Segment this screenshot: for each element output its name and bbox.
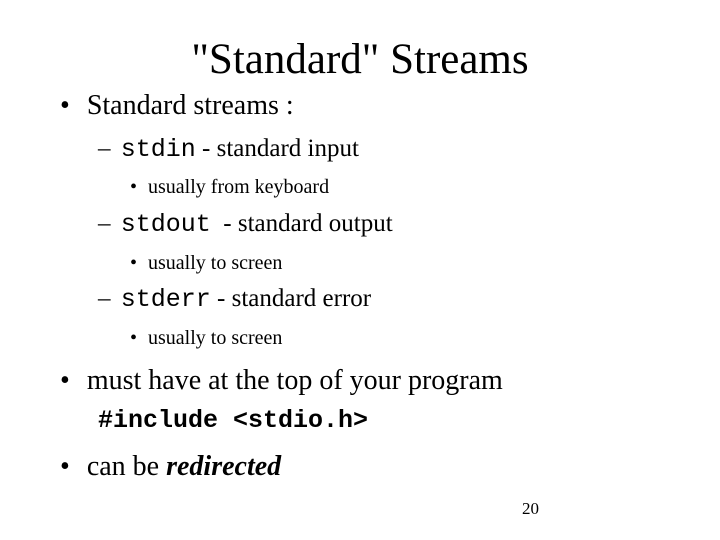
bullet-text: Standard streams : [86, 90, 294, 121]
slide-title: "Standard" Streams [191, 36, 529, 83]
detail-item [130, 328, 282, 348]
sub-item-stderr [98, 286, 371, 312]
bullet-glyph: • [60, 90, 70, 121]
bullet-glyph: • [130, 327, 138, 349]
page-number: 20 [522, 499, 539, 518]
bullet-text: can be [86, 451, 167, 482]
detail-item [130, 253, 282, 273]
code-stdin: stdin [120, 135, 196, 164]
sub-item-stdin [98, 136, 359, 162]
bullet-item [60, 92, 294, 120]
bullet-glyph: • [130, 176, 138, 198]
bullet-glyph: • [60, 451, 70, 482]
dash-glyph: – [98, 135, 111, 162]
sub-item-text: - standard input [195, 135, 359, 162]
sub-item-text: - standard output [210, 210, 393, 237]
bullet-text: must have at the top of your program [86, 365, 503, 396]
bullet-item [60, 367, 503, 395]
code-include: #include <stdio.h> [98, 406, 369, 435]
sub-item-text: - standard error [210, 285, 372, 312]
detail-text: usually from keyboard [148, 176, 330, 198]
emphasis-text: redirected [166, 451, 282, 482]
code-stderr: stderr [120, 285, 211, 314]
bullet-glyph: • [130, 252, 138, 274]
detail-text: usually to screen [148, 252, 283, 274]
bullet-glyph: • [60, 365, 70, 396]
detail-item [130, 177, 329, 197]
code-stdout: stdout [120, 210, 211, 239]
dash-glyph: – [98, 285, 111, 312]
dash-glyph: – [98, 210, 111, 237]
sub-item-stdout [98, 211, 393, 237]
detail-text: usually to screen [148, 327, 283, 349]
bullet-item [60, 453, 281, 481]
